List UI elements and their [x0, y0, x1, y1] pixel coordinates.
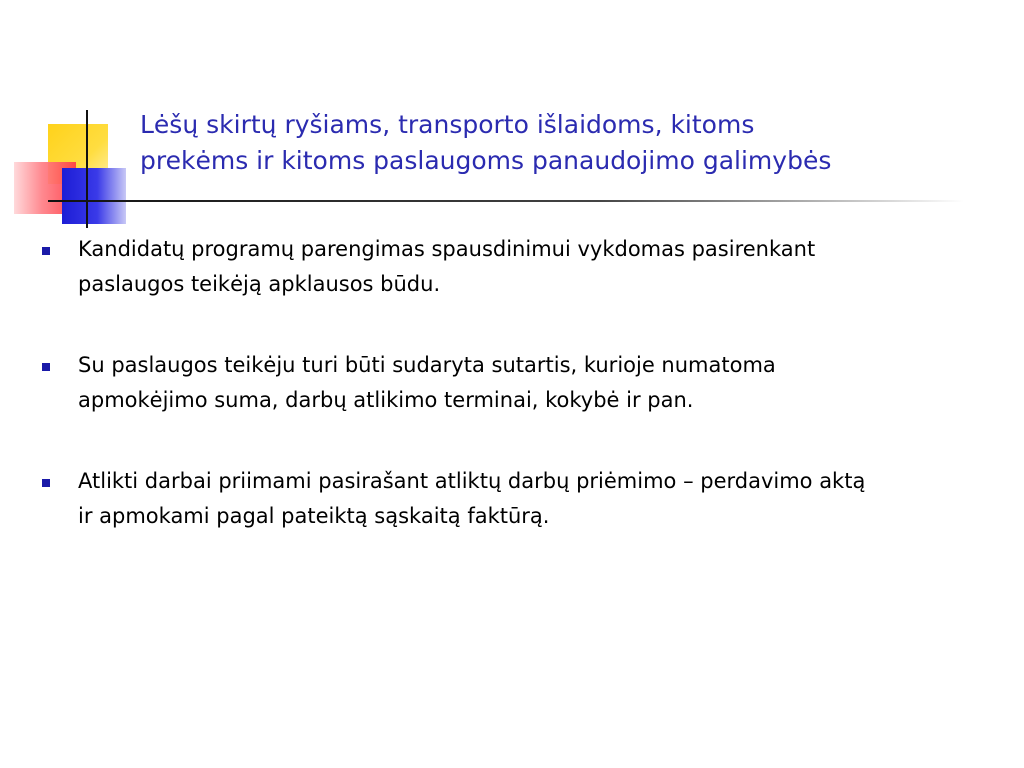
- bullet-text: [78, 348, 1018, 418]
- logo-blue-square: [62, 168, 126, 224]
- bullet-text-line: apmokėjimo suma, darbų atlikimo terminai, kokybė ir pan.: [78, 388, 694, 412]
- bullet-list: [0, 232, 1024, 580]
- bullet-item: [0, 348, 1018, 418]
- slide-title-line-1: Lėšų skirtų ryšiams, transporto išlaidoms, kitoms: [140, 110, 755, 139]
- title-divider: [48, 200, 964, 202]
- bullet-text-line: paslaugos teikėją apklausos būdu.: [78, 272, 441, 296]
- square-bullet-icon: [42, 247, 50, 255]
- bullet-text-line: Kandidatų programų parengimas spausdinimui vykdomas pasirenkant: [78, 237, 816, 261]
- slide-title-line-2: prekėms ir kitoms paslaugoms panaudojimo galimybės: [140, 146, 832, 175]
- bullet-text: [78, 232, 1018, 302]
- logo-vertical-line: [86, 110, 88, 228]
- bullet-text-line: Atlikti darbai priimami pasirašant atliktų darbų priėmimo – perdavimo aktą: [78, 469, 866, 493]
- bullet-text: [78, 464, 1018, 534]
- bullet-text-line: Su paslaugos teikėju turi būti sudaryta sutartis, kurioje numatoma: [78, 353, 776, 377]
- bullet-text-line: ir apmokami pagal pateiktą sąskaitą faktūrą.: [78, 504, 550, 528]
- square-bullet-icon: [42, 479, 50, 487]
- square-bullet-icon: [42, 363, 50, 371]
- bullet-item: [0, 232, 1018, 302]
- bullet-item: [0, 464, 1018, 534]
- slide-title: [140, 107, 1010, 179]
